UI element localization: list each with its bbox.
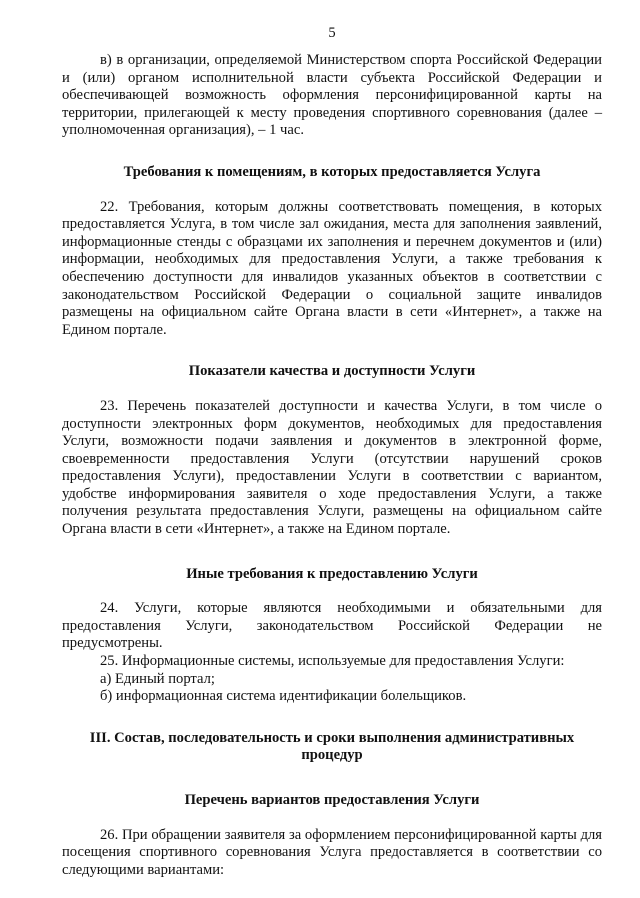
paragraph-24: 24. Услуги, которые являются необходимыми и обязательными для предоставления Услуги, законодательством Российской Федерации не предусмотрены. — [62, 600, 602, 652]
paragraph-22: 22. Требования, которым должны соответствовать помещения, в которых предоставляется Услуга, в том числе зал ожидания, места для заполнения заявлений, информационные стенды с образцами их заполнения и перечнем документов и (или) информации, необходимых для предоставления Услуги, а также требования к обеспечению доступности для инвалидов указанных объектов в соответствии с законодательством Российской Федерации о социальной защите инвалидов размещены на официальном сайте Органа власти в сети «Интернет», а также на Едином портале. — [62, 198, 602, 338]
paragraph-25b: б) информационная система идентификации болельщиков. — [100, 688, 467, 705]
heading-section-3: III. Состав, последовательность и сроки выполнения административных процедур — [89, 729, 575, 764]
heading-premises-requirements: Требования к помещениям, в которых предоставляется Услуга — [123, 163, 541, 180]
paragraph-23: 23. Перечень показателей доступности и качества Услуги, в том числе о доступности электронных форм документов, необходимых для предоставления Услуги, возможности подачи заявления и документов в электронной форме, своевременности предоставления Услуги (отсутствии нарушений сроков предоставления Услуги), предоставлении Услуги в соответствии с вариантом, удобстве информирования заявителя о ходе предоставления Услуги, а также получения результата предоставления Услуги, размещены на официальном сайте Органа власти в сети «Интернет», а также на Едином портале. — [62, 397, 602, 538]
heading-service-variants: Перечень вариантов предоставления Услуги — [184, 792, 480, 808]
page-number: 5 — [328, 25, 336, 41]
paragraph-25a: а) Единый портал; — [100, 670, 215, 687]
paragraph-v-organization: в) в организации, определяемой Министерством спорта Российской Федерации и (или) органом исполнительной власти субъекта Российской Федерации и обеспечивающей возможность оформления персонифицированной карты на территории, прилегающей к месту проведения спортивного соревнования (далее – уполномоченная организация), – 1 час. — [62, 52, 602, 139]
paragraph-26: 26. При обращении заявителя за оформлением персонифицированной карты для посещения спортивного соревнования Услуга предоставляется в соответствии со следующими вариантами: — [62, 826, 602, 878]
heading-other-requirements: Иные требования к предоставлению Услуги — [186, 565, 478, 582]
paragraph-25: 25. Информационные системы, используемые для предоставления Услуги: — [100, 653, 565, 670]
heading-quality-indicators: Показатели качества и доступности Услуги — [188, 363, 476, 380]
